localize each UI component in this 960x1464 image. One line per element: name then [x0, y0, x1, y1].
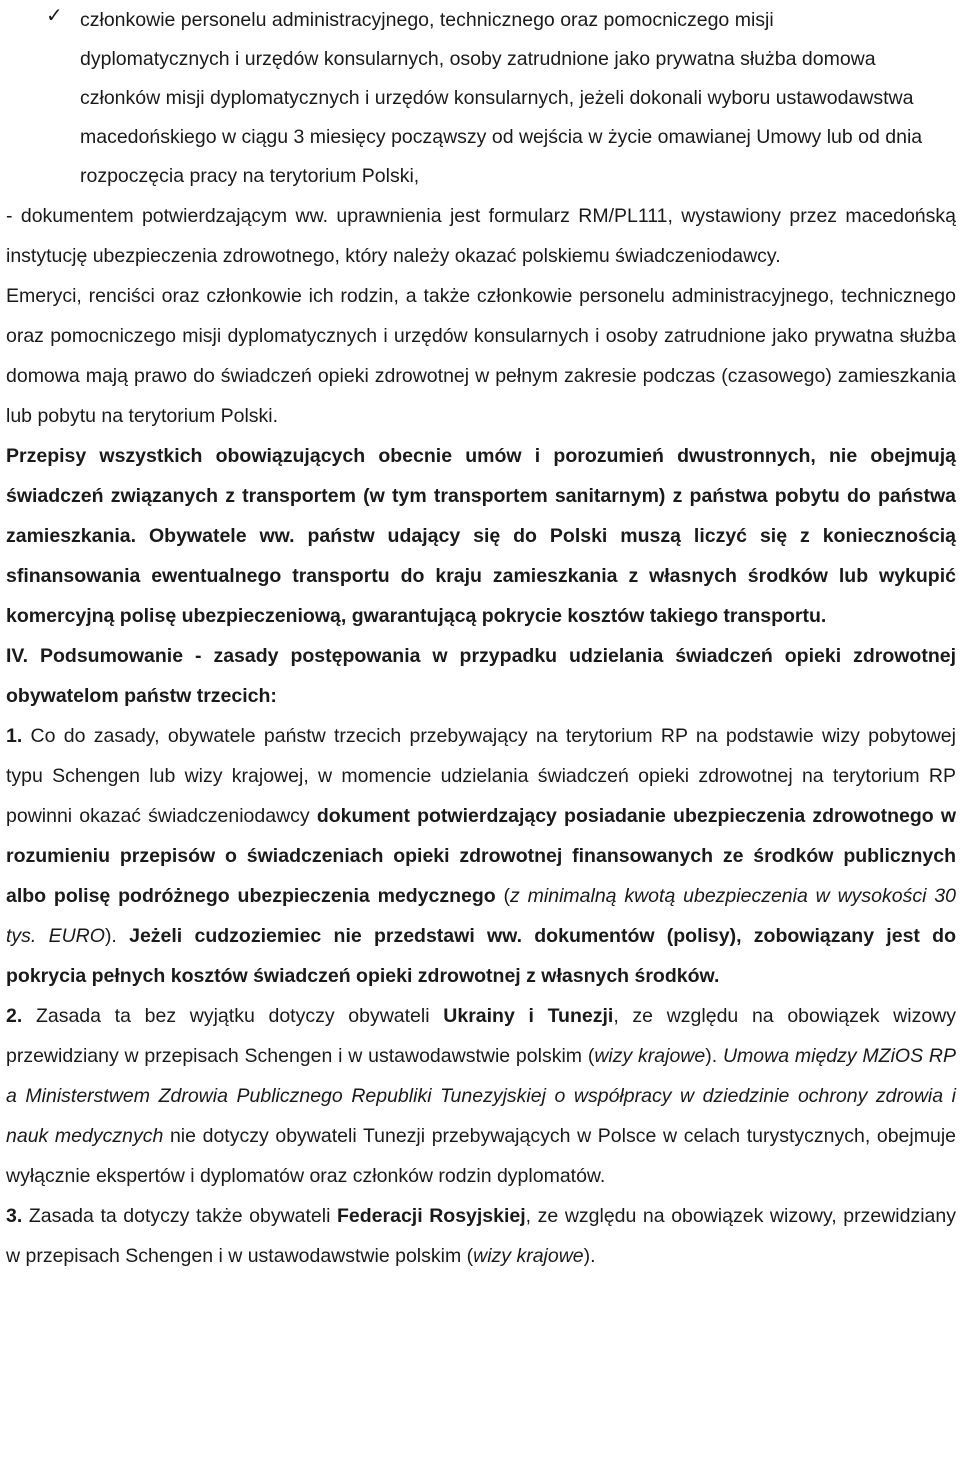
item-1-bold-2: Jeżeli cudzoziemiec nie przedstawi ww. dokumentów (polisy), zobowiązany jest do pokrycia pełnych kosztów świadczeń opieki zdrowotnej z własnych środków. [6, 925, 956, 987]
item-2-text-4: nie dotyczy obywateli Tunezji przebywających w Polsce w celach turystycznych, obejmuje wyłącznie ekspertów i dyplomatów oraz członków rodzin dyplomatów. [6, 1125, 957, 1187]
item-3-italic: wizy krajowe [473, 1245, 584, 1267]
item-1-number: 1. [6, 725, 23, 747]
item-2-italic: wizy krajowe [594, 1045, 706, 1067]
item-3-text-2: , ze względu na obowiązek wizowy, przewidziany w przepisach Schengen i w ustawodawstwie polskim ( [6, 1205, 956, 1267]
item-2-number: 2. [6, 1005, 23, 1027]
item-1-italic: z minimalną kwotą ubezpieczenia w wysokości 30 tys. EURO [6, 885, 956, 947]
bullet-line-1: członkowie personelu administracyjnego, technicznego oraz pomocniczego misji [80, 9, 774, 31]
paragraph-przepisy-text: Przepisy wszystkich obowiązujących obecnie umów i porozumień dwustronnych, nie obejmują świadczeń związanych z transportem (w tym transportem sanitarnym) z państwa pobytu do państwa zamieszkania. Obywatele ww. państw udający się do Polski muszą liczyć się z koniecznością sfinansowania ewentualnego transportu do kraju zamieszkania z własnych środków lub wykupić komercyjną polisę ubezpieczeniową, gwarantującą pokrycie kosztów takiego transportu. [6, 445, 956, 627]
section-heading-text: IV. Podsumowanie - zasady postępowania w przypadku udzielania świadczeń opieki zdrowotnej obywatelom państw trzecich: [6, 645, 956, 707]
item-3-text: Zasada ta dotyczy także obywateli [22, 1205, 337, 1227]
item-3-bold: Federacji Rosyjskiej [337, 1205, 526, 1227]
item-3-number: 3. [6, 1205, 23, 1227]
paragraph-przepisy [6, 436, 956, 636]
list-item-2 [6, 996, 956, 1196]
list-item-1 [6, 716, 956, 996]
item-2-italic-2: Umowa między MZiOS RP a Ministerstwem Zdrowia Publicznego Republiki Tunezyjskiej o współpracy w dziedzinie ochrony zdrowia i nauk medycznych [6, 1045, 956, 1147]
item-2-bold: Ukrainy i Tunezji [443, 1005, 614, 1027]
item-3-text-3: ). [583, 1245, 596, 1267]
bullet-text: dyplomatycznych i urzędów konsularnych, osoby zatrudnione jako prywatna służba domowa członków misji dyplomatycznych i urzędów konsularnych, jeżeli dokonali wyboru ustawodawstwa macedońskiego w ciągu 3 miesięcy począwszy od wejścia w życie omawianej Umowy lub od dnia rozpoczęcia pracy na terytorium Polski, [80, 48, 923, 187]
item-1-paren-open: ( [495, 885, 511, 907]
paragraph-dokument: - dokumentem potwierdzającym ww. uprawnienia jest formularz RM/PL111, wystawiony przez macedońską instytucję ubezpieczenia zdrowotnego, który należy okazać polskiemu świadczeniodawcy. [6, 205, 956, 267]
item-1-paren-close: ). [104, 925, 130, 947]
item-2-text: Zasada ta bez wyjątku dotyczy obywateli [22, 1005, 444, 1027]
item-1-text: Co do zasady, obywatele państw trzecich przebywający na terytorium RP na podstawie wizy pobytowej typu Schengen lub wizy krajowej, w momencie udzielania świadczeń opieki zdrowotnej na terytorium RP powinni okazać świadczeniodawcy [6, 725, 956, 827]
list-item-3 [6, 1196, 956, 1276]
section-heading-iv [6, 636, 956, 716]
bullet-item [6, 0, 956, 196]
item-2-text-3: ). [705, 1045, 723, 1067]
item-2-text-2: , ze względu na obowiązek wizowy przewidziany w przepisach Schengen i w ustawodawstwie polskim ( [6, 1005, 957, 1067]
paragraph-emeryci: Emeryci, renciści oraz członkowie ich rodzin, a także członkowie personelu administracyjnego, technicznego oraz pomocniczego misji dyplomatycznych i urzędów konsularnych i osoby zatrudnione jako prywatna służba domowa mają prawo do świadczeń opieki zdrowotnej w pełnym zakresie podczas (czasowego) zamieszkania lub pobytu na terytorium Polski. [6, 285, 956, 427]
checkmark-icon: ✓ [46, 3, 63, 27]
item-1-bold: dokument potwierdzający posiadanie ubezpieczenia zdrowotnego w rozumieniu przepisów o świadczeniach opieki zdrowotnej finansowanych ze środków publicznych albo polisę podróżnego ubezpieczenia medycznego [6, 805, 956, 907]
